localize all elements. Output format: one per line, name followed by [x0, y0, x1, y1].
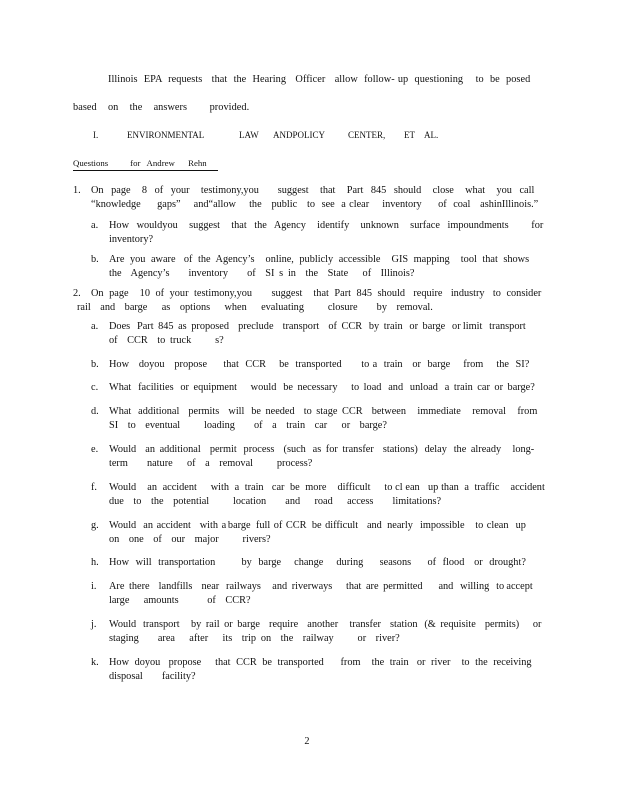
section-heading-word: ENVIRONMENTAL	[127, 130, 205, 140]
sub-question-line: Would an accident with a barge full of CCR be difficult and nearly impossible to clean up	[109, 520, 526, 531]
question-text-line: “knowledge gaps” and“allow the public to see a clear inventory of coal ashinIllinois.”	[91, 199, 539, 210]
sub-question-letter: b.	[91, 254, 99, 265]
question-text-line: rail and barge as options when evaluating closure by removal.	[77, 302, 433, 313]
section-heading-word: ANDPOLICY	[273, 130, 326, 140]
sub-question-line: Would an additional permit process (such as for transfer stations) delay the already long-	[109, 444, 535, 455]
sub-question-line: inventory?	[109, 234, 154, 245]
sub-question-letter: c.	[91, 382, 99, 393]
sub-question-letter: a.	[91, 220, 99, 231]
sub-question-letter: b.	[91, 359, 99, 370]
question-text-line: On page 8 of your testimony,you suggest that Part 845 should close what you call	[91, 185, 535, 196]
sub-question-line: SI to eventual loading of a train car or barge?	[109, 420, 387, 431]
sub-question-line: of CCR to truck s?	[109, 335, 224, 346]
page-number: 2	[304, 736, 310, 747]
questions-subheading: Questions for Andrew Rehn	[73, 158, 207, 168]
sub-question-letter: h.	[91, 557, 99, 568]
sub-question-letter: j.	[91, 619, 97, 630]
sub-question-letter: f.	[91, 482, 98, 493]
sub-question-line: How wouldyou suggest that the Agency identify unknown surface impoundments for	[109, 220, 544, 231]
sub-question-line: Does Part 845 as proposed preclude transport of CCR by train or barge or limit transport	[109, 321, 526, 332]
section-heading-word: ET	[404, 130, 415, 140]
sub-question-line: Would transport by rail or barge require another transfer station (& requisite permits) or	[109, 619, 542, 630]
question-number: 1.	[73, 185, 81, 196]
sub-question-letter: g.	[91, 520, 99, 531]
section-heading-word: AL.	[424, 130, 439, 140]
sub-question-line: What additional permits will be needed to stage CCR between immediate removal from	[109, 406, 538, 417]
sub-question-line: large amounts of CCR?	[109, 595, 251, 606]
sub-question-letter: d.	[91, 406, 99, 417]
sub-question-line: the Agency’s inventory of SI s in the State of Illinois?	[109, 268, 415, 279]
sub-question-line: disposal facility?	[109, 671, 196, 682]
section-heading-word: CENTER,	[348, 130, 386, 140]
sub-question-line: How will transportation by barge change during seasons of flood or drought?	[109, 557, 526, 568]
sub-question-line: What facilities or equipment would be necessary to load and unload a train car or barge?	[109, 382, 535, 393]
intro-paragraph-line-1: Illinois EPA requests that the Hearing Officer allow follow- up questioning to be posed	[108, 74, 531, 85]
question-number: 2.	[73, 288, 81, 299]
sub-question-line: on one of our major rivers?	[109, 534, 271, 545]
section-heading-word: LAW	[239, 130, 259, 140]
intro-paragraph-line-2: based on the answers provided.	[73, 102, 250, 113]
sub-question-letter: i.	[91, 581, 97, 592]
sub-question-line: due to the potential location and road access limitations?	[109, 496, 442, 507]
sub-question-letter: k.	[91, 657, 99, 668]
sub-question-line: Are there landfills near railways and riverways that are permitted and willing to accept	[109, 581, 533, 592]
section-numeral: I.	[93, 130, 99, 140]
sub-question-line: Are you aware of the Agency’s online, publicly accessible GIS mapping tool that shows	[109, 254, 530, 265]
sub-question-line: How doyou propose that CCR be transported from the train or river to the receiving	[109, 657, 532, 668]
sub-question-line: term nature of a removal process?	[109, 458, 313, 469]
sub-question-line: staging area after its trip on the railway or river?	[109, 633, 400, 644]
subheading-underline	[73, 170, 218, 171]
sub-question-line: Would an accident with a train car be more difficult to cl ean up than a traffic accident	[109, 482, 545, 493]
question-text-line: On page 10 of your testimony,you suggest that Part 845 should require industry to consider	[91, 288, 542, 299]
sub-question-letter: e.	[91, 444, 99, 455]
sub-question-letter: a.	[91, 321, 99, 332]
sub-question-line: How doyou propose that CCR be transported to a train or barge from the SI?	[109, 359, 530, 370]
